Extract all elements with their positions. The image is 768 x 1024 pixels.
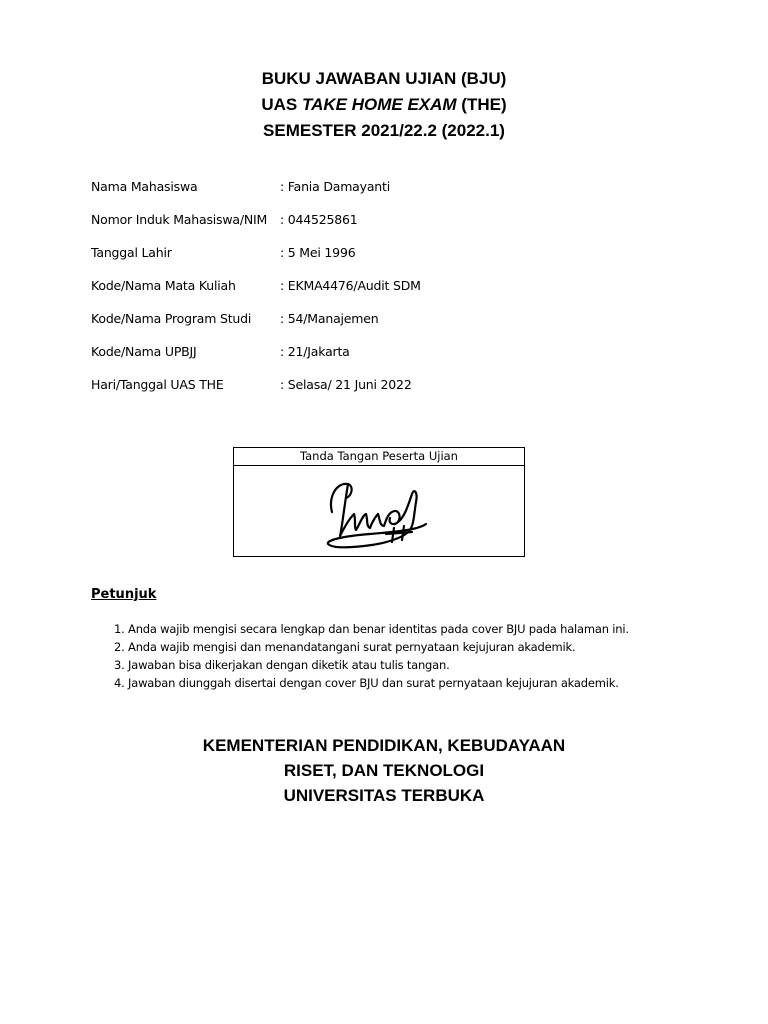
identity-label: Nama Mahasiswa: [91, 179, 198, 194]
instructions-list: [114, 620, 629, 692]
title-line-3: SEMESTER 2021/22.2 (2022.1): [263, 121, 505, 140]
identity-value: : Fania Damayanti: [280, 179, 390, 194]
instruction-item: 2. Anda wajib mengisi dan menandatangani surat pernyataan kejujuran akademik.: [114, 640, 576, 654]
identity-value: : 21/Jakarta: [280, 344, 350, 359]
instruction-item: 4. Jawaban diunggah disertai dengan cover BJU dan surat pernyataan kejujuran akademik.: [114, 676, 619, 690]
identity-row: [91, 179, 691, 212]
identity-label: Kode/Nama UPBJJ: [91, 344, 197, 359]
footer-line-2: RISET, DAN TEKNOLOGI: [283, 761, 485, 780]
title-line-2-suffix: (THE): [456, 95, 507, 114]
signature-area: [234, 466, 524, 556]
document-header: [0, 66, 768, 144]
identity-label: Tanggal Lahir: [91, 245, 172, 260]
identity-label: Kode/Nama Program Studi: [91, 311, 252, 326]
instructions-heading: Petunjuk: [91, 587, 157, 602]
footer-line-3: UNIVERSITAS TERBUKA: [283, 786, 485, 805]
instruction-item: 3. Jawaban bisa dikerjakan dengan diketik atau tulis tangan.: [114, 658, 450, 672]
identity-row: [91, 377, 691, 410]
title-line-2-italic: TAKE HOME EXAM: [302, 95, 457, 114]
handwritten-signature: [314, 468, 444, 554]
identity-label: Kode/Nama Mata Kuliah: [91, 278, 236, 293]
identity-row: [91, 278, 691, 311]
identity-row: [91, 311, 691, 344]
identity-row: [91, 212, 691, 245]
institution-footer: [0, 733, 768, 808]
footer-line-1: KEMENTERIAN PENDIDIKAN, KEBUDAYAAN: [202, 736, 566, 755]
identity-value: : 5 Mei 1996: [280, 245, 356, 260]
identity-label: Hari/Tanggal UAS THE: [91, 377, 224, 392]
identity-value: : EKMA4476/Audit SDM: [280, 278, 421, 293]
instruction-item: 1. Anda wajib mengisi secara lengkap dan benar identitas pada cover BJU pada halaman ini.: [114, 622, 629, 636]
title-line-2: [0, 92, 768, 118]
identity-value: : 044525861: [280, 212, 358, 227]
identity-value: : Selasa/ 21 Juni 2022: [280, 377, 412, 392]
identity-row: [91, 344, 691, 377]
title-line-2-prefix: UAS: [261, 95, 302, 114]
signature-box: [233, 447, 525, 557]
title-line-1: BUKU JAWABAN UJIAN (BJU): [261, 69, 507, 88]
identity-value: : 54/Manajemen: [280, 311, 379, 326]
identity-list: [91, 179, 691, 410]
identity-label: Nomor Induk Mahasiswa/NIM: [91, 212, 268, 227]
signature-box-title: Tanda Tangan Peserta Ujian: [234, 448, 524, 466]
identity-row: [91, 245, 691, 278]
